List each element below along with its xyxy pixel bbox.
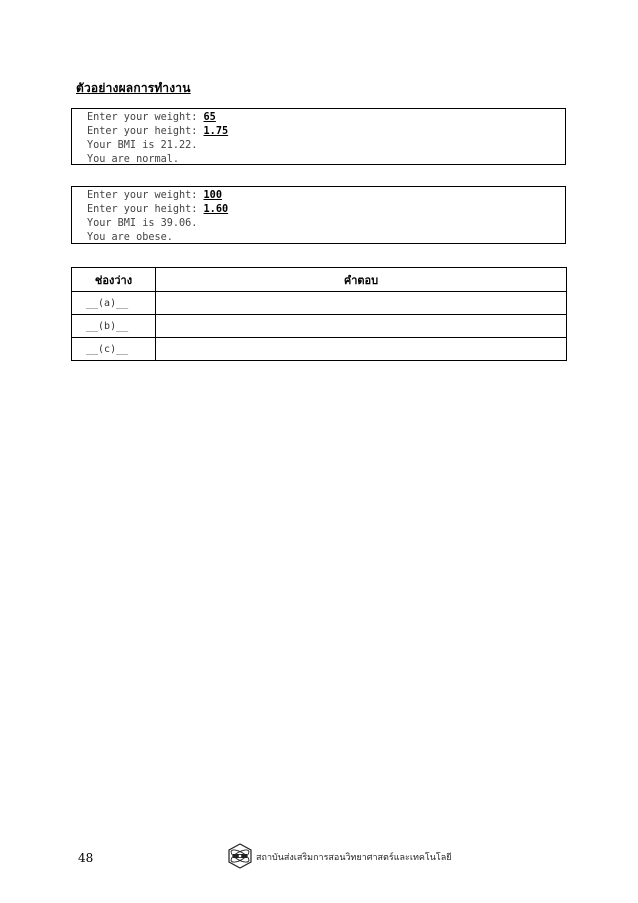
table-row (72, 315, 567, 338)
blank-label: __(c)__ (72, 338, 156, 361)
section-title: ตัวอย่างผลการทำงาน (76, 81, 191, 95)
console-line: Your BMI is 39.06. (87, 218, 198, 229)
column-header-answer: คำตอบ (156, 268, 567, 292)
console-line (87, 189, 565, 203)
table-header-row (72, 268, 567, 292)
console-prompt: Enter your height: (87, 204, 204, 215)
console-line (87, 111, 565, 125)
console-output-example-2 (71, 186, 566, 244)
console-prompt: Enter your weight: (87, 190, 204, 201)
answer-cell[interactable] (156, 292, 567, 315)
answer-cell[interactable] (156, 315, 567, 338)
column-header-blank: ช่องว่าง (72, 268, 156, 292)
table-row (72, 292, 567, 315)
console-user-input: 100 (203, 190, 222, 201)
console-user-input: 1.75 (203, 126, 229, 137)
console-output-example-1 (71, 108, 566, 165)
console-line (87, 203, 565, 217)
ipst-logo-icon (227, 843, 253, 869)
footer-organization: สถาบันส่งเสริมการสอนวิทยาศาสตร์และเทคโนโลยี (256, 853, 452, 863)
console-line: You are obese. (87, 232, 173, 243)
console-user-input: 1.60 (203, 204, 229, 215)
answer-cell[interactable] (156, 338, 567, 361)
blank-label: __(a)__ (72, 292, 156, 315)
console-user-input: 65 (203, 112, 216, 123)
table-row (72, 338, 567, 361)
page-number: 48 (78, 851, 94, 865)
blank-label: __(b)__ (72, 315, 156, 338)
console-line: Your BMI is 21.22. (87, 140, 198, 151)
answer-table (71, 267, 567, 361)
console-prompt: Enter your weight: (87, 112, 204, 123)
console-line (87, 125, 565, 139)
console-prompt: Enter your height: (87, 126, 204, 137)
console-line: You are normal. (87, 154, 180, 165)
